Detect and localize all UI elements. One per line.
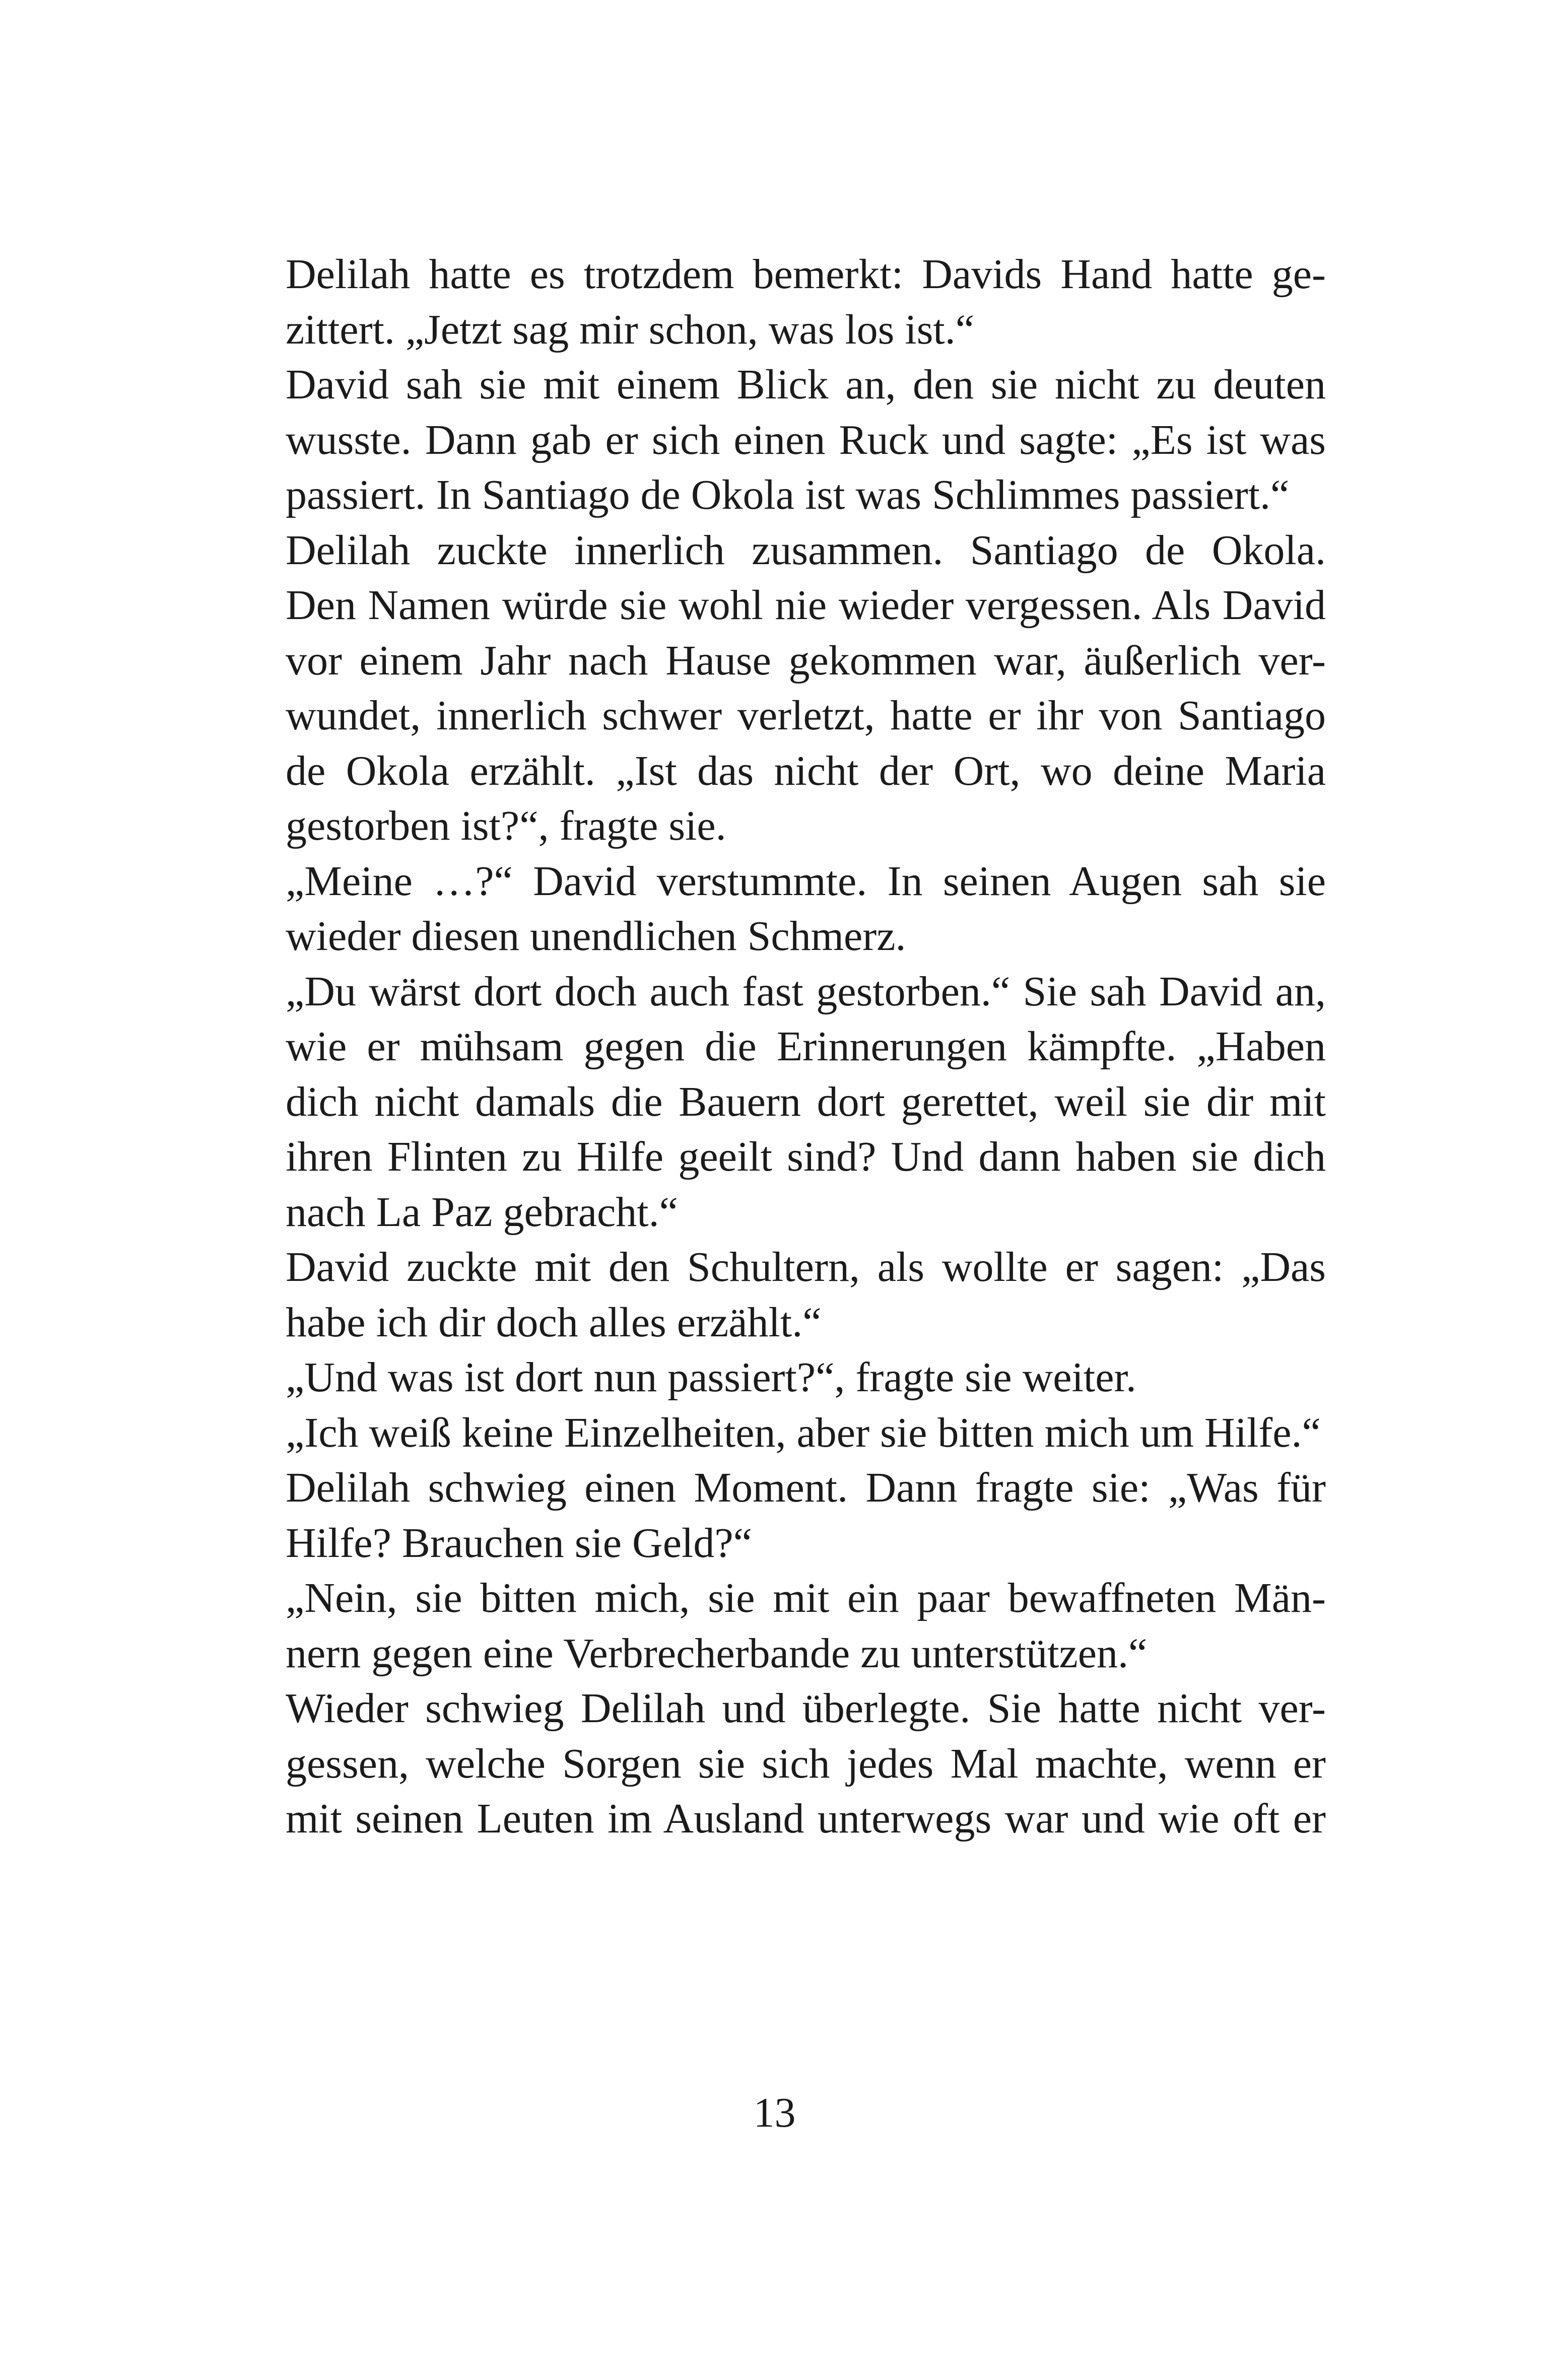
text-line: wie er mühsam gegen die Erinnerungen kämpfte. „Haben [286, 1023, 1326, 1070]
text-line: zittert. „Jetzt sag mir schon, was los ist.“ [286, 306, 975, 353]
text-line: David zuckte mit den Schultern, als wollte er sagen: „Das [286, 1244, 1326, 1290]
text-line: passiert. In Santiago de Okola ist was Schlimmes passiert.“ [286, 471, 1290, 518]
text-line: de Okola erzählt. „Ist das nicht der Ort, wo deine Maria [286, 747, 1326, 794]
text-line: Den Namen würde sie wohl nie wieder vergessen. Als David [286, 582, 1326, 629]
text-line: „Und was ist dort nun passiert?“, fragte sie weiter. [286, 1354, 1136, 1401]
body-text [286, 247, 1326, 1847]
text-line: Delilah schwieg einen Moment. Dann fragte sie: „Was für [286, 1464, 1326, 1511]
text-line: wundet, innerlich schwer verletzt, hatte er ihr von Santiago [286, 692, 1326, 739]
text-line: „Du wärst dort doch auch fast gestorben.“ Sie sah David an, [286, 968, 1326, 1015]
text-line: mit seinen Leuten im Ausland unterwegs war und wie oft er [286, 1795, 1326, 1842]
text-line: vor einem Jahr nach Hause gekommen war, äußerlich ver- [286, 637, 1326, 684]
text-line: Delilah zuckte innerlich zusammen. Santiago de Okola. [286, 526, 1326, 574]
text-line: gestorben ist?“, fragte sie. [286, 802, 726, 849]
text-line: „Nein, sie bitten mich, sie mit ein paar bewaffneten Män- [286, 1575, 1326, 1621]
text-line: „Ich weiß keine Einzelheiten, aber sie bitten mich um Hilfe.“ [286, 1409, 1321, 1456]
text-line: Hilfe? Brauchen sie Geld?“ [286, 1519, 752, 1567]
text-line: David sah sie mit einem Blick an, den sie nicht zu deuten [286, 361, 1326, 408]
text-line: wieder diesen unendlichen Schmerz. [286, 913, 906, 960]
text-line: gessen, welche Sorgen sie sich jedes Mal machte, wenn er [286, 1740, 1326, 1787]
page-number: 13 [753, 2089, 796, 2136]
text-line: habe ich dir doch alles erzählt.“ [286, 1299, 822, 1346]
text-line: wusste. Dann gab er sich einen Ruck und sagte: „Es ist was [286, 416, 1326, 463]
text-line: nach La Paz gebracht.“ [286, 1188, 678, 1236]
text-line: ihren Flinten zu Hilfe geeilt sind? Und dann haben sie dich [286, 1133, 1326, 1180]
text-line: nern gegen eine Verbrecherbande zu unterstützen.“ [286, 1629, 1148, 1677]
text-line: „Meine …?“ David verstummte. In seinen Augen sah sie [286, 857, 1326, 905]
text-line: Delilah hatte es trotzdem bemerkt: Davids Hand hatte ge- [286, 251, 1326, 298]
text-line: Wieder schwieg Delilah und überlegte. Sie hatte nicht ver- [286, 1685, 1326, 1732]
text-line: dich nicht damals die Bauern dort gerettet, weil sie dir mit [286, 1078, 1326, 1125]
